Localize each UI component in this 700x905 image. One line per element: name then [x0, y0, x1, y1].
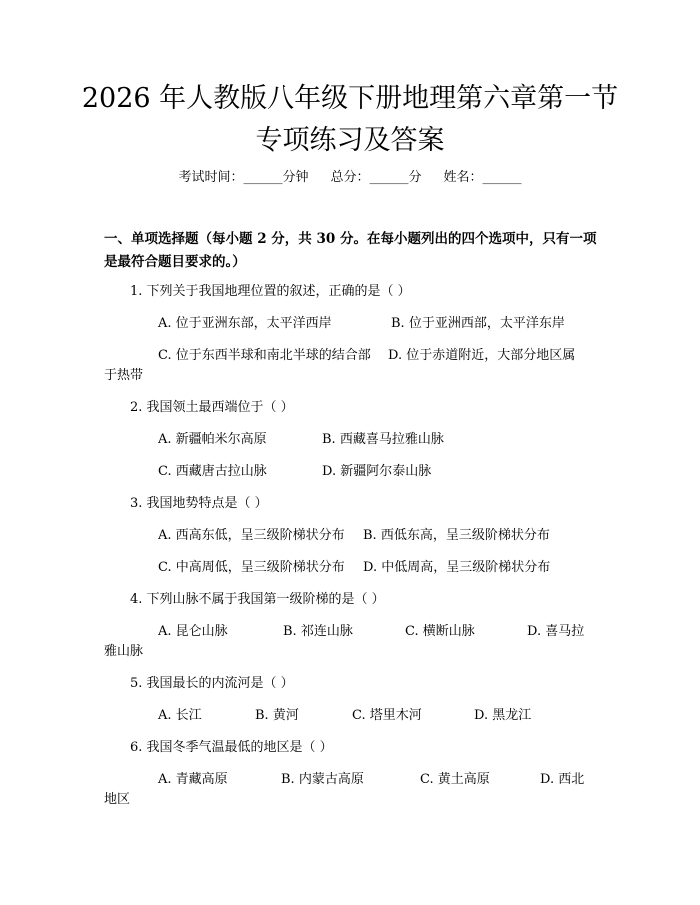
question-5-stem	[104, 674, 598, 694]
question-3-stem	[104, 494, 598, 514]
exam-meta	[0, 168, 700, 188]
option-5b: B. 黄河	[255, 708, 299, 723]
option-2d: D. 新疆阿尔泰山脉	[322, 464, 432, 479]
option-4b: B. 祁连山脉	[283, 624, 353, 639]
exam-score: 总分：______分	[330, 170, 422, 185]
section-heading-line-1: 一、单项选择题（每小题 2 分，共 30 分。在每小题列出的四个选项中，只有一项	[104, 231, 597, 247]
question-stem: 2. 我国领土最西端位于（ ）	[130, 400, 294, 415]
option-1b: B. 位于亚洲西部，太平洋东岸	[391, 316, 565, 331]
option-6d-wrap: 地区	[104, 792, 131, 807]
option-6a: A. 青藏高原	[158, 772, 228, 787]
question-stem: 4. 下列山脉不属于我国第一级阶梯的是（ ）	[130, 592, 385, 607]
question-2-stem	[104, 398, 598, 418]
question-1-stem	[104, 282, 598, 302]
option-1d-wrap: 于热带	[104, 368, 144, 383]
option-1c: C. 位于东西半球和南北半球的结合部	[158, 348, 371, 363]
document-title	[0, 78, 700, 162]
option-3a: A. 西高东低，呈三级阶梯状分布	[158, 528, 345, 543]
exam-name: 姓名：______	[443, 170, 522, 185]
question-stem: 1. 下列关于我国地理位置的叙述，正确的是（ ）	[130, 284, 411, 299]
option-3b: B. 西低东高，呈三级阶梯状分布	[363, 528, 550, 543]
question-stem: 6. 我国冬季气温最低的地区是（ ）	[130, 740, 333, 755]
option-5d: D. 黑龙江	[474, 708, 532, 723]
option-3c: C. 中高周低，呈三级阶梯状分布	[158, 560, 345, 575]
option-4d: D. 喜马拉	[527, 624, 585, 639]
question-stem: 5. 我国最长的内流河是（ ）	[130, 676, 294, 691]
option-3d: D. 中低周高，呈三级阶梯状分布	[363, 560, 551, 575]
option-6b: B. 内蒙古高原	[281, 772, 364, 787]
option-1a: A. 位于亚洲东部，太平洋西岸	[158, 316, 332, 331]
option-4d-wrap: 雅山脉	[104, 644, 144, 659]
question-4-stem	[104, 590, 598, 610]
question-stem: 3. 我国地势特点是（ ）	[130, 496, 268, 511]
option-1d: D. 位于赤道附近，大部分地区属	[388, 348, 576, 363]
option-2b: B. 西藏喜马拉雅山脉	[322, 432, 444, 447]
option-5a: A. 长江	[158, 708, 202, 723]
title-line-2: 专项练习及答案	[255, 125, 445, 156]
option-2a: A. 新疆帕米尔高原	[158, 432, 267, 447]
question-6-stem	[104, 738, 598, 758]
option-4a: A. 昆仑山脉	[158, 624, 228, 639]
option-6c: C. 黄土高原	[420, 772, 490, 787]
option-6d: D. 西北	[540, 772, 585, 787]
title-line-1: 2026 年人教版八年级下册地理第六章第一节	[81, 83, 619, 114]
option-5c: C. 塔里木河	[352, 708, 422, 723]
exam-time: 考试时间：______分钟	[178, 170, 309, 185]
option-4c: C. 横断山脉	[405, 624, 475, 639]
section-heading	[104, 228, 598, 274]
option-2c: C. 西藏唐古拉山脉	[158, 464, 267, 479]
section-heading-line-2: 是最符合题目要求的。）	[104, 254, 246, 270]
